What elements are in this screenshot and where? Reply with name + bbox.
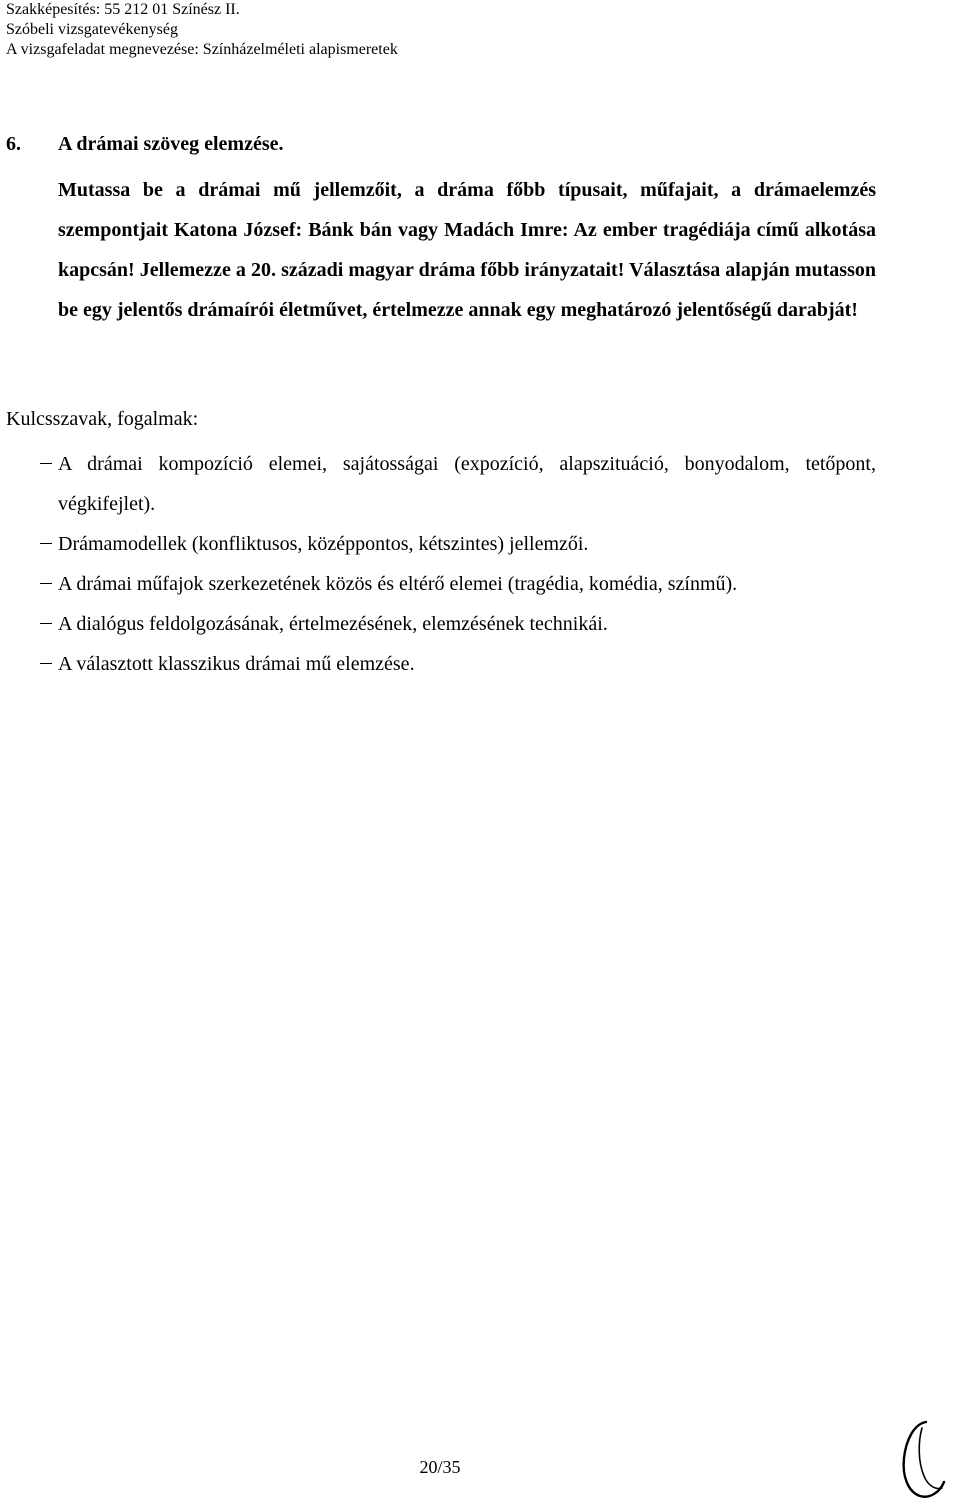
keyword-text: A választott klasszikus drámai mű elemzése. — [58, 653, 415, 675]
page-number: 20/35 — [419, 1457, 461, 1477]
keyword-text: A drámai műfajok szerkezetének közös és eltérő elemei (tragédia, komédia, színmű). — [58, 573, 738, 595]
keyword-item — [0, 444, 876, 524]
keyword-text: A drámai kompozíció elemei, sajátosságai (expozíció, alapszituáció, bonyodalom, tetőpont, végkifejlet). — [58, 453, 876, 515]
header-qualification: Szakképesítés: 55 212 01 Színész II. — [6, 1, 240, 18]
dash-bullet-icon — [40, 583, 52, 584]
keywords-heading: Kulcsszavak, fogalmak: — [6, 408, 199, 430]
section-number: 6. — [6, 133, 21, 155]
section-title-text: A drámai szöveg elemzése. — [58, 133, 284, 155]
header-activity: Szóbeli vizsgatevékenység — [6, 21, 178, 38]
dash-bullet-icon — [40, 463, 52, 464]
header-task-name: A vizsgafeladat megnevezése: Színházelméleti alapismeretek — [6, 41, 398, 58]
keyword-item — [0, 564, 876, 604]
keyword-item — [0, 524, 876, 564]
keyword-item — [0, 644, 876, 684]
keywords-list — [0, 444, 876, 684]
keyword-text: Drámamodellek (konfliktusos, középpontos, kétszintes) jellemzői. — [58, 533, 589, 555]
dash-bullet-icon — [40, 543, 52, 544]
signature-mark — [896, 1418, 952, 1500]
document-header — [6, 0, 398, 60]
keyword-text: A dialógus feldolgozásának, értelmezésének, elemzésének technikái. — [58, 613, 608, 635]
dash-bullet-icon — [40, 623, 52, 624]
task-description: Mutassa be a drámai mű jellemzőit, a dráma főbb típusait, műfajait, a drámaelemzés szempontjait Katona József: Bánk bán vagy Madách Imre: Az ember tragédiája című alkotása kapcsán! Jellemezze a 20. századi magyar dráma főbb irányzatait! Választása alapján mutasson be egy jelentős drámaírói életművet, értelmezze annak egy meghatározó jelentőségű darabját! — [58, 179, 876, 321]
keyword-item — [0, 604, 876, 644]
dash-bullet-icon — [40, 663, 52, 664]
section-title — [6, 133, 283, 156]
